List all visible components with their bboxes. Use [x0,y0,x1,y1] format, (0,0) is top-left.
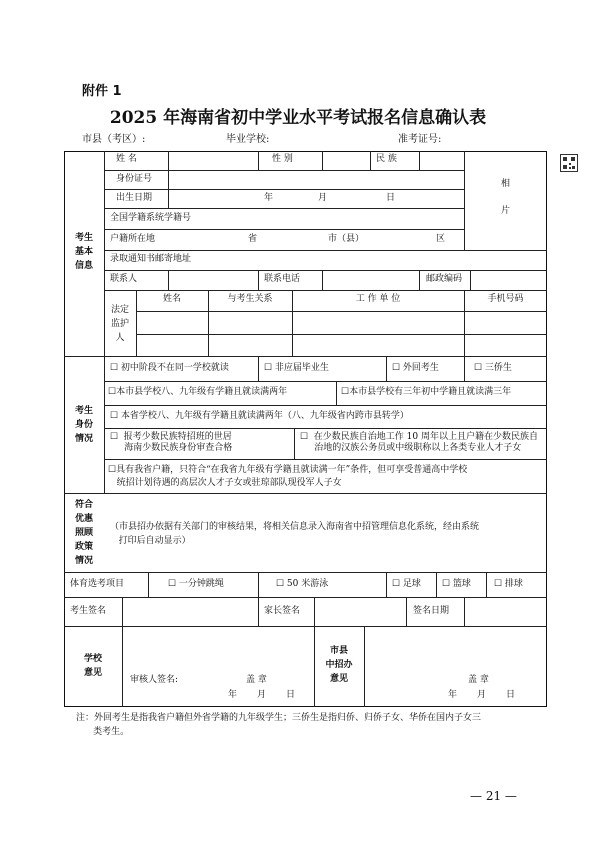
reviewer-signature-label: 审核人签名: [130,675,179,685]
qr-code-icon[interactable] [560,154,578,172]
option-ethnic-minority[interactable]: ☐ 报考少数民族特招班的世居 海南少数民族身份审查合格 [110,432,233,453]
guardian-label: 法定 监护 人 [110,305,129,343]
sport-volleyball[interactable]: ☐ 排球 [494,579,523,589]
household-label: 户籍所在地 [110,234,156,244]
office-opinion-label: 市县 中招办 意见 [325,646,353,684]
postcode-label: 邮政编码 [426,274,463,284]
gender-label: 性 别 [272,154,293,164]
office-date-line: 年 月 日 [448,690,516,700]
province-label: 省 [248,234,258,244]
phone-label: 联系电话 [264,274,301,284]
sport-jump-rope[interactable]: ☐ 一分钟跳绳 [168,579,224,589]
photo-label: 相 片 [500,179,510,216]
sport-swimming[interactable]: ☐ 50 米游泳 [276,579,329,589]
sport-football[interactable]: ☐ 足球 [392,579,421,589]
option-different-school[interactable]: ☐ 初中阶段不在同一学校就读 [110,363,229,373]
ticket-label: 准考证号: [398,134,442,145]
parent-signature-label: 家长签名 [264,606,301,616]
contact-label: 联系人 [110,274,138,284]
option-local-two-years[interactable]: ☐本市县学校八、九年级有学籍且就读满两年 [108,387,288,397]
county-label: 市县（考区）: [82,134,146,145]
school-date-line: 年 月 日 [228,690,296,700]
option-returning-student[interactable]: ☐ 外回考生 [392,363,439,373]
birth-date-label: 出生日期 [116,193,153,203]
option-province-two-years[interactable]: ☐ 本省学校八、九年级有学籍且就读满两年（八、九年级省内跨市县转学） [110,411,409,421]
footnote: 注：外回考生是指我省户籍但外省学籍的九年级学生；三侨生是指归侨、归侨子女、华侨在国内子女三 类考生。 [76,713,482,737]
page-number: — 21 — [470,789,517,803]
guardian-mobile-header: 手机号码 [487,294,524,304]
school-opinion-label: 学校 意见 [83,654,102,678]
birth-day-label: 日 [386,193,396,203]
school-label: 毕业学校: [226,134,270,145]
student-signature-label: 考生签名 [70,606,107,616]
guardian-employer-header: 工 作 单 位 [355,294,401,304]
signature-date-label: 签名日期 [413,606,450,616]
school-seal-label: 盖 章 [246,675,267,685]
ethnic-label: 民 族 [376,154,397,164]
id-number-label: 身份证号 [116,174,153,184]
student-number-label: 全国学籍系统学籍号 [110,213,192,223]
city-label: 市（县） [328,234,365,244]
name-label: 姓 名 [116,154,137,164]
birth-month-label: 月 [318,193,328,203]
district-label: 区 [436,234,446,244]
option-overseas-chinese[interactable]: ☐ 三侨生 [474,363,512,373]
page-title: 2025 年海南省初中学业水平考试报名信息确认表 [109,108,487,128]
basic-info-section-label: 考生 基本 信息 [74,233,93,271]
option-non-current-graduate[interactable]: ☐ 非应届毕业生 [264,363,329,373]
policy-note: （市县招办依据有关部门的审核结果，将相关信息录入海南省中招管理信息化系统，经由系统 打印后自动显示） [110,522,480,546]
sports-label: 体育选考项目 [70,579,125,589]
mailing-address-label: 录取通知书邮寄地址 [110,254,192,264]
attachment-label: 附件 1 [82,84,122,99]
guardian-relation-header: 与考生关系 [227,294,273,304]
guardian-name-header: 姓名 [162,294,181,304]
birth-year-label: 年 [264,193,274,203]
sport-basketball[interactable]: ☐ 篮球 [442,579,471,589]
option-autonomous-region[interactable]: ☐ 在少数民族自治地工作 10 周年以上且户籍在少数民族自 治地的汉族公务员或中级职称以上各类专业人才子女 [300,432,538,453]
policy-section-label: 符合 优惠 照顾 政策 情况 [74,500,93,566]
option-talent-children[interactable]: ☐具有我省户籍，只符合“在我省九年级有学籍且就读满一年”条件，但可享受普通高中学校 统招计划待遇的高层次人才子女或驻琼部队现役军人子女 [108,465,468,488]
office-seal-label: 盖 章 [468,675,489,685]
option-local-three-years[interactable]: ☐本市县学校有三年初中学籍且就读满三年 [341,387,512,397]
identity-section-label: 考生 身份 情况 [74,406,93,444]
